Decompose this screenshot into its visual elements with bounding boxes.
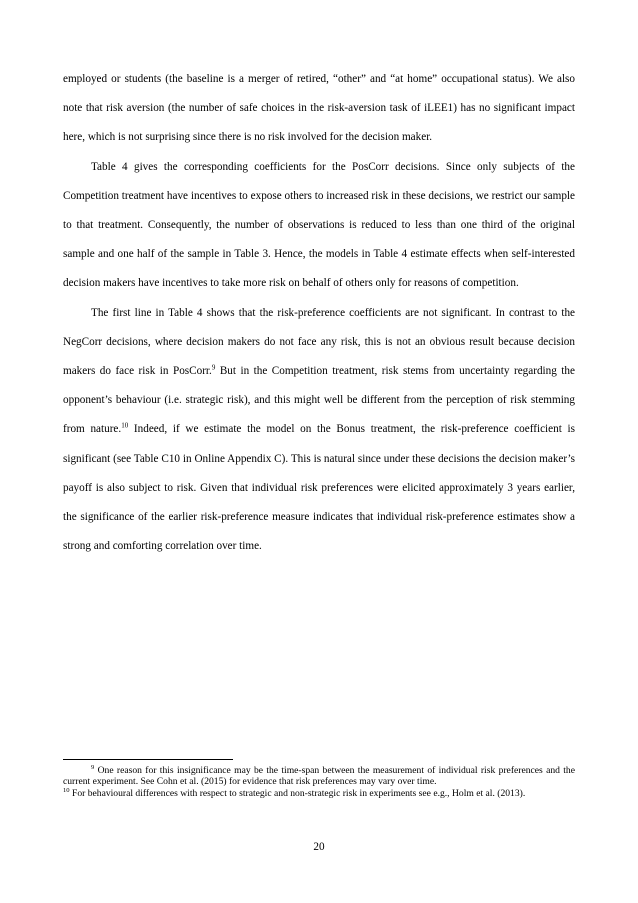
paragraph-2-text: Table 4 gives the corresponding coefficients for the PosCorr decisions. Since only subjects of the Competition treatment have incentives to expose others to increased risk in these decisions, we restrict our sample to that treatment. Consequently, the number of observations is reduced to less than one third of the original sample and one half of the sample in Table 3. Hence, the models in Table 4 estimate effects when self-interested decision makers have incentives to take more risk on behalf of others only for reasons of competition. <box>63 160 575 290</box>
body-text <box>63 65 575 561</box>
footnote-9-text: One reason for this insignificance may be the time-span between the measurement of individual risk preferences and the current experiment. See Cohn et al. (2015) for evidence that risk preferences may vary over time. <box>63 765 575 788</box>
footnote-10 <box>63 788 575 799</box>
footnote-mark-9: 9 <box>91 763 95 771</box>
paragraph-1 <box>63 65 575 153</box>
paragraph-2 <box>63 153 575 299</box>
footnote-ref-10: 10 <box>121 421 129 430</box>
footnotes <box>63 765 575 799</box>
paragraph-3-text-middle: But in the Competition treatment, risk stems from uncertainty regarding the opponent’s behaviour (i.e. strategic risk), and this might well be different from the perception of risk stemming from nature. <box>63 365 575 436</box>
page-number: 20 <box>313 841 325 853</box>
footnote-separator <box>63 759 233 760</box>
footnote-ref-9: 9 <box>211 363 216 372</box>
footnote-10-text: For behavioural differences with respect to strategic and non-strategic risk in experiments see e.g., Holm et al. (2013). <box>69 787 526 799</box>
paragraph-1-text: employed or students (the baseline is a merger of retired, “other” and “at home” occupational status). We also note that risk aversion (the number of safe choices in the risk-aversion task of iLEE1) has no significant impact here, which is not surprising since there is no risk involved for the decision maker. <box>63 73 575 144</box>
paragraph-3-text-end: Indeed, if we estimate the model on the Bonus treatment, the risk-preference coefficient is significant (see Table C10 in Online Appendix C). This is natural since under these decisions the decision maker’s payoff is also subject to risk. Given that individual risk preferences were elicited approximately 3 years earlier, the significance of the earlier risk-preference measure indicates that individual risk-preference estimates show a strong and comforting correlation over time. <box>63 423 575 553</box>
paragraph-3 <box>63 299 575 562</box>
footnote-9 <box>63 765 575 788</box>
footnote-mark-10: 10 <box>63 786 70 794</box>
paragraph-3-text-start: The first line in Table 4 shows that the risk-preference coefficients are not significant. In contrast to the NegCorr decisions, where decision makers do not face any risk, this is not an obvious result because decision makers do face risk in PosCorr. <box>63 306 575 378</box>
